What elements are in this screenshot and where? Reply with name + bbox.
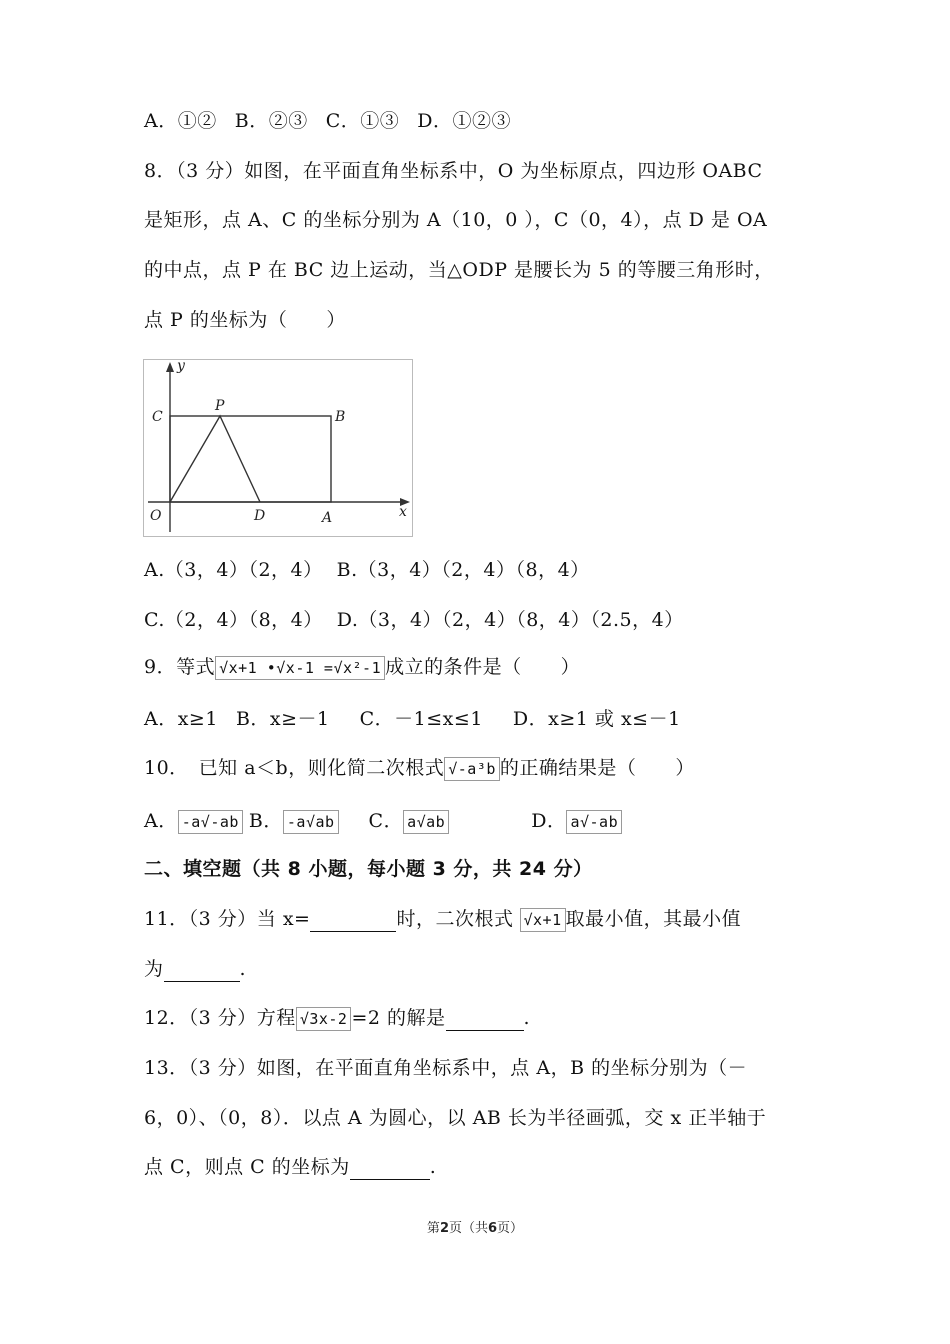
y-axis-arrow — [166, 362, 174, 372]
q11-stem — [144, 906, 741, 932]
q13-line3-suffix: . — [429, 1156, 437, 1178]
q13-text-line-2: 6，0）、（0，8）．以点 A 为圆心，以 AB 长为半径画弧，交 x 正半轴于 — [144, 1107, 767, 1129]
q8-diagram — [144, 360, 412, 536]
rectangle-oabc — [170, 416, 331, 502]
q10-option-d-label: D． — [531, 810, 567, 832]
q12-answer-blank[interactable] — [446, 1008, 524, 1031]
q9-stem — [144, 654, 580, 680]
q7-options — [144, 108, 511, 134]
q11-answer-blank-2[interactable] — [164, 959, 240, 982]
q9-options — [144, 706, 681, 732]
q9-option-b: B．x≥－1 — [235, 708, 330, 730]
q11-line2-prefix: 为 — [144, 958, 164, 980]
q10-option-a-formula: -a√-ab — [178, 810, 243, 834]
q11-formula: √x+1 — [520, 908, 566, 932]
label-y: y — [177, 360, 185, 374]
q10-option-a-label: A． — [144, 810, 178, 832]
q11-line-2 — [144, 956, 246, 982]
q8-options-row-1 — [144, 557, 590, 583]
q10-option-d-formula: a√-ab — [566, 810, 622, 834]
q10-formula: √-a³b — [444, 757, 500, 781]
q9-option-c: C．－1≤x≤1 — [359, 708, 483, 730]
q13-answer-blank[interactable] — [350, 1157, 430, 1180]
label-p: P — [215, 398, 225, 414]
q12-formula: √3x-2 — [296, 1007, 352, 1031]
q10-option-b-formula: -a√ab — [283, 810, 339, 834]
q7-option-d: D．①②③ — [417, 110, 511, 132]
footer-page-number: 2 — [439, 1221, 449, 1236]
q10-prefix: 10． 已知 a＜b，则化简二次根式 — [144, 757, 445, 779]
page-footer — [0, 1217, 950, 1236]
q10-suffix: 的正确结果是（ ） — [499, 757, 695, 779]
label-x: x — [399, 504, 407, 520]
footer-pre: 第 — [426, 1221, 440, 1236]
q11-suffix: 取最小值，其最小值 — [565, 908, 742, 930]
q9-option-d: D．x≥1 或 x≤－1 — [512, 708, 681, 730]
q12-middle: =2 的解是 — [351, 1007, 446, 1029]
triangle-odp — [170, 416, 260, 502]
q13-text-line-3 — [144, 1154, 436, 1180]
q8-option-c: C.（2，4）（8，4） — [144, 609, 323, 631]
q10-option-c-label: C． — [368, 810, 404, 832]
q12-prefix: 12．（3 分）方程 — [144, 1007, 296, 1029]
q12-suffix: . — [523, 1007, 531, 1029]
q13-line3-prefix: 点 C，则点 C 的坐标为 — [144, 1156, 350, 1178]
q10-stem — [144, 755, 695, 781]
q10-option-b-label: B． — [248, 810, 283, 832]
label-c: C — [152, 409, 163, 425]
label-o: O — [150, 508, 162, 524]
footer-total-pages: 6 — [488, 1221, 498, 1236]
label-b: B — [335, 409, 346, 425]
q8-figure — [143, 359, 413, 537]
q9-option-a: A．x≥1 — [144, 708, 218, 730]
q11-middle: 时，二次根式 — [396, 908, 514, 930]
q8-options-row-2 — [144, 607, 684, 633]
q12-stem — [144, 1005, 530, 1031]
q8-text-line-2: 是矩形，点 A、C 的坐标分别为 A（10，0 ），C（0，4），点 D 是 OA — [144, 209, 768, 231]
q11-answer-blank-1[interactable] — [310, 909, 396, 932]
q9-formula: √x+1 •√x-1 =√x²-1 — [215, 656, 385, 680]
footer-post: 页） — [497, 1221, 524, 1236]
q10-options — [144, 808, 622, 834]
q8-option-d: D.（3，4）（2，4）（8，4）（2.5，4） — [336, 609, 684, 631]
label-a: A — [322, 510, 333, 526]
q10-option-c-formula: a√ab — [403, 810, 449, 834]
footer-mid: 页（共 — [448, 1221, 488, 1236]
q7-option-b: B．②③ — [234, 110, 308, 132]
q9-prefix: 9．等式 — [144, 656, 216, 678]
q8-text-line-4: 点 P 的坐标为（ ） — [144, 309, 346, 331]
q11-prefix: 11．（3 分）当 x= — [144, 908, 311, 930]
label-d: D — [254, 508, 266, 524]
q8-text-line-1: 8．（3 分）如图，在平面直角坐标系中，O 为坐标原点，四边形 OABC — [144, 160, 763, 182]
q11-line2-suffix: . — [239, 958, 247, 980]
q13-text-line-1: 13．（3 分）如图，在平面直角坐标系中，点 A，B 的坐标分别为（－ — [144, 1057, 748, 1079]
q8-option-a: A.（3，4）（2，4） — [144, 559, 323, 581]
q8-text-line-3: 的中点，点 P 在 BC 边上运动，当△ODP 是腰长为 5 的等腰三角形时， — [144, 259, 774, 281]
q8-option-b: B.（3，4）（2，4）（8，4） — [336, 559, 590, 581]
q7-option-a: A．①② — [144, 110, 217, 132]
section-2-heading: 二、填空题（共 8 小题，每小题 3 分，共 24 分） — [144, 858, 593, 880]
q9-suffix: 成立的条件是（ ） — [385, 656, 581, 678]
q7-option-c: C．①③ — [325, 110, 400, 132]
